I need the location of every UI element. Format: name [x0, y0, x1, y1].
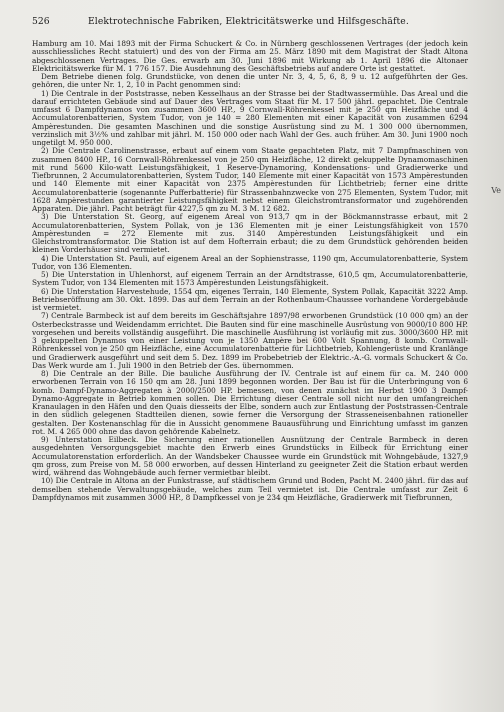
paragraph: 2) Die Centrale Carolinenstrasse, erbaut auf einem vom Staate gepachteten Platz, mit 7 Dampfmaschinen von zusammen 8400 HP., 16 Cornwall-Röhrenkessel von je 250 qm Heizfläche, 12 direkt gekuppelte Dynamomaschinen mit rund 5600 Kilo-watt Leistungsfähigkeit, 1 Reserve-Dynamoring, Kondensations- und Gradierwerke und Tiefbrunnen, 2 Accumulatorenbatterien, System Tudor, 140 Elemente mit einer Kapacität von 1573 Ampèrestunden und 140 Elemente mit einer Kapacität von 2375 Ampèrestunden für Lichtbetrieb; ferner eine dritte Accumulatorenbatterie (sogenannte Pufferbatterie) für Strassenbahnzwecke von 275 Elementen, System Tudor, mit 1628 Ampèrestunden garantierter Leistungsfähigkeit nebst einem Gleichstromtransformator und zugehörenden Apparaten. Die jährl. Pacht beträgt für 4227,5 qm zu M. 3 M. 12 682. — [32, 146, 468, 213]
paragraph: 10) Die Centrale in Altona an der Funkstrasse, auf städtischem Grund und Boden, Pacht M. 2400 jährl. für das auf demselben stehende Verwaltungsgebäude, welches zum Teil vermietet ist. Die Centrale umfasst zur Zeit 6 Dampfdynamos mit zusammen 3000 HP., 8 Dampfkessel von je 234 qm Heizfläche, Gradierwerk mit Tiefbrunnen, — [32, 476, 468, 502]
paragraph: 7) Centrale Barmbeck ist auf dem bereits im Geschäftsjahre 1897/98 erworbenen Grundstück (10 000 qm) an der Osterbeckstrasse und Weidendamm errichtet. Die Bauten sind für eine maschinelle Ausrüstung von 9000/10 800 HP. vorgesehen und bereits vollständig ausgeführt. Die maschinelle Ausführung ist vorläufig mit zus. 3000/3600 HP. mit 3 gekuppelten Dynamos von einer Leistung von je 1350 Ampère bei 600 Volt Spannung, 8 komb. Cornwall-Röhrenkessel von je 250 qm Heizfläche, eine Accumulatorenbatterie für Lichtbetrieb, Kohlengerüste und Kranlänge und Gradierwerk ausgeführt und seit dem 5. Dez. 1899 im Probebetrieb der Elektric.-A.-G. vormals Schuckert & Co. Das Werk wurde am 1. Juli 1900 in den Betrieb der Ges. übernommen. — [32, 311, 468, 370]
paragraph: 6) Die Unterstation Harvestehude, 1554 qm, eigenes Terrain, 140 Elemente, System Pollak, Kapacität 3222 Amp. Betriebseröffnung am 30. Okt. 1899. Das auf dem Terrain an der Rothenbaum-Chaussee vorhandene Vordergebäude ist vermietet. — [32, 286, 468, 312]
paragraph: Hamburg am 10. Mai 1893 mit der Firma Schuckert & Co. in Nürnberg geschlossenen Vertrages (der jedoch kein ausschliessliches Recht statuiert) und des von der Firma am 25. März 1890 mit dem Magistrat der Stadt Altona abgeschlossenen Vertrages. Die Ges. erwarb am 30. Juni 1896 mit Wirkung ab 1. April 1896 die Altonaer Elektricitätswerke für M. 1 776 157. Die Ausdehnung des Geschäftsbetriebs auf andere Orte ist gestattet. — [32, 40, 468, 73]
running-header — [32, 16, 480, 28]
body-text — [32, 40, 468, 708]
paragraph: 3) Die Unterstation St. Georg, auf eigenem Areal von 913,7 qm in der Böckmannstrasse erbaut, mit 2 Accumulatorenbatterien, System Pollak, von je 136 Elementen mit je einer Leistungsfähigkeit von 1570 Ampèrestunden = 272 Elemente mit zus. 3140 Ampèrestunden Leistungsfähigkeit und ein Gleichstromtransformator. Die Station ist auf dem Hofterrain erbaut; die zu dem Grundstück gehörenden beiden kleinen Vorderhäuser sind vermietet. — [32, 212, 468, 255]
paragraph: Dem Betriebe dienen folg. Grundstücke, von denen die unter Nr. 3, 4, 5, 6, 8, 9 u. 12 aufgeführten der Ges. gehören, die unter Nr. 1, 2, 10 in Pacht genommen sind: — [32, 72, 468, 90]
paragraph: 4) Die Unterstation St. Pauli, auf eigenem Areal an der Sophienstrasse, 1190 qm, Accumulatorenbatterie, System Tudor, von 136 Elementen. — [32, 253, 468, 271]
paragraph: 1) Die Centrale in der Poststrasse, neben Kesselhaus an der Strasse bei der Stadtwassermühle. Das Areal und die darauf errichteten Gebäude sind auf Dauer des Vertrages vom Staat für M. 17 500 jährl. gepachtet. Die Centrale umfasst 6 Dampfdynamos von zusammen 3600 HP., 9 Cornwall-Röhrenkessel mit je 250 qm Heizfläche und 4 Accumulatorenbatterien, System Tudor, von je 140 = 280 Elementen mit einer Kapacität von zusammen 6294 Ampèrestunden. Die gesamten Maschinen und die sonstige Ausrüstung sind zu M. 1 300 000 übernommen, verzinslich mit 3½% und zahlbar mit jährl. M. 150 000 oder nach Wahl der Ges. auch früher. Am 30. Juni 1900 noch ungetilgt M. 950 000. — [32, 88, 468, 147]
page-number: 526 — [32, 16, 50, 27]
paragraph: 5) Die Unterstation in Uhlenhorst, auf eigenem Terrain an der Arndtstrasse, 610,5 qm, Accumulatorenbatterie, System Tudor, von 134 Elementen mit 1573 Ampèrestunden Leistungsfähigkeit. — [32, 270, 468, 288]
margin-fragment: Ve — [491, 186, 501, 195]
running-title: Elektrotechnische Fabriken, Elektricitätswerke und Hilfsgeschäfte. — [88, 16, 409, 27]
paragraph: 8) Die Centrale an der Bille. Die bauliche Ausführung der IV. Centrale ist auf einem für ca. M. 240 000 erworbenen Terrain von 16 150 qm am 28. Juni 1899 begonnen worden. Der Bau ist für die Unterbringung von 6 komb. Dampf-Dynamo-Aggregaten à 2000/2500 HP. bemessen, von denen zunächst im Herbst 1900 3 Dampf-Dynamo-Aggregate in Betrieb kommen sollen. Die Errichtung dieser Centrale soll nicht nur den umfangreichen Kranaulagen in den Häfen und den Quais diesseits der Elbe, sondern auch zur Entlastung der Poststrassen-Centrale in den südlich gelegenen Stadtteilen dienen, sowie ferner die Versorgung der Strasseneisenbahnen rationeller gestalten. Der Kostenanschlag für die in Aussicht genommene Bauausführung und Einrichtung umfasst im ganzen rot. M. 4 265 000 ohne das davon gehörende Kabelnetz. — [32, 369, 468, 436]
paragraph: 9) Unterstation Eilbeck. Die Sicherung einer rationellen Ausnützung der Centrale Barmbeck in deren ausgedehnten Versorgungsgebiet machte den Erwerb eines Grundstücks in Eilbeck für Errichtung einer Accumulatorenstation erforderlich. An der Wandsbeker Chaussee wurde ein Grundstück mit Wohngebäude, 1327,9 qm gross, zum Preise von M. 58 000 erworben, auf dessen Hinterland zu geeigneter Zeit die Station erbaut werden wird, während das Wohngebäude auch ferner vermietbar bleibt. — [32, 435, 468, 477]
